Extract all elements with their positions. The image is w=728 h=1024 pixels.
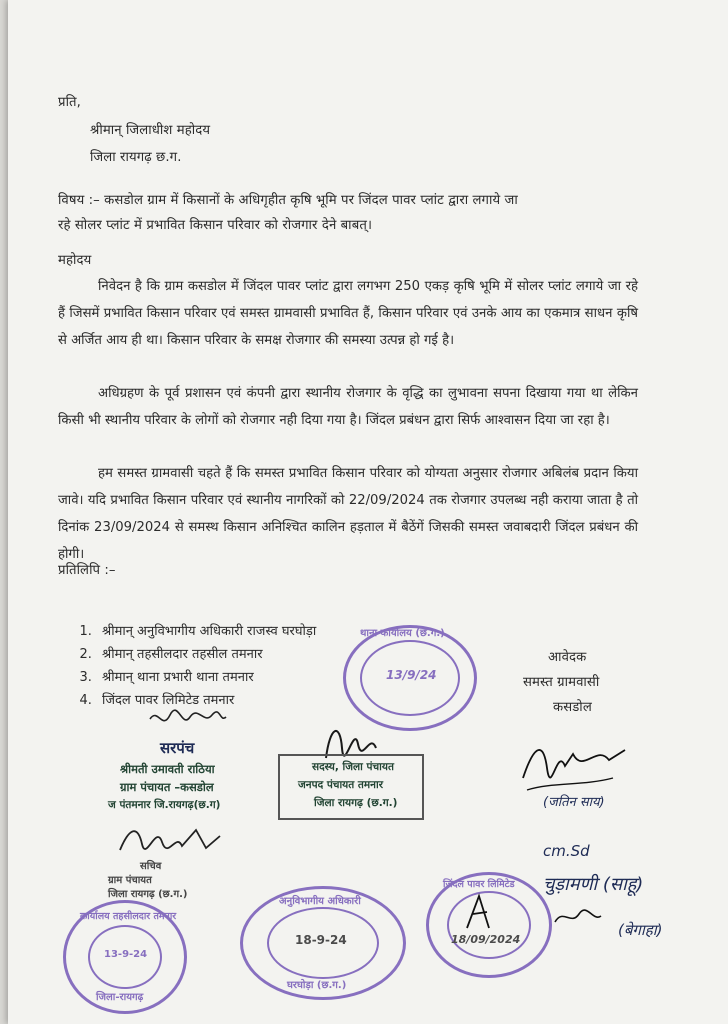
- tehsildar-stamp: [63, 900, 187, 1014]
- member-seal-box: [278, 754, 424, 820]
- sarpanch-name: श्रीमती उमावती राठिया: [120, 762, 215, 776]
- witness-signature-icon: [513, 738, 633, 798]
- copy-list: [76, 620, 316, 712]
- witness-3-name: (बेगाहा): [618, 921, 663, 939]
- sdm-stamp-date: 18-9-24: [295, 933, 347, 947]
- witness-2-top: cm.Sd: [543, 842, 590, 860]
- police-stamp-date: 13/9/24: [386, 668, 437, 682]
- sarpanch-address: ज पंतमनार जि.रायगढ़(छ.ग): [108, 799, 221, 811]
- applicant-name: समस्त ग्रामवासी: [523, 675, 600, 690]
- witness-2-name: चुड़ामणी (साहू): [543, 874, 644, 895]
- jindal-stamp-date: 18/09/2024: [451, 933, 521, 946]
- secretary-line-1: सचिव: [140, 861, 162, 872]
- paragraph-1: निवेदन है कि ग्राम कसडोल में जिंदल पावर प्लांट द्वारा लगभग 250 एकड़ कृषि भूमि में सोलर प्लांट लगाये जा रहे हैं जिसमें प्रभावित किसान परिवार एवं समस्त ग्रामवासी प्रभावित हैं, किसान परिवार एवं उनके आय का एकमात्र साधन कृषि से अर्जित आय ही था। किसान परिवार के समक्ष रोजगार की समस्या उत्पन्न हो गई है।: [58, 279, 638, 348]
- tehsildar-stamp-bottom: जिला-रायगढ़: [96, 992, 144, 1003]
- member-seal-line-2: जनपद पंचायत तमनार: [298, 779, 384, 791]
- police-stamp-ring-text: थाना कार्यालय (छ.ग.): [360, 628, 445, 639]
- secretary-signature-icon: [116, 822, 226, 862]
- addressee: श्रीमान् जिलाधीश महोदय: [90, 123, 211, 138]
- subject-line-1: विषय :– कसडोल ग्राम में किसानों के अधिगृहीत कृषि भूमि पर जिंदल पावर प्लांट द्वारा लगाये जा: [58, 193, 518, 208]
- sarpanch-title: सरपंच: [160, 739, 195, 757]
- jindal-signature-icon: [463, 888, 603, 938]
- tehsildar-stamp-date: 13-9-24: [104, 949, 148, 960]
- subject-line-2: रहे सोलर प्लांट में प्रभावित किसान परिवार को रोजगार देने बाबत्।: [58, 218, 373, 233]
- copy-item: 4. जिंदल पावर लिमिटेड तमनार: [96, 689, 316, 712]
- copy-item: 1. श्रीमान् अनुविभागीय अधिकारी राजस्व घरघोड़ा: [96, 620, 316, 643]
- sdm-stamp: [240, 886, 406, 1000]
- copy-heading: प्रतिलिपि :–: [58, 563, 116, 578]
- sarpanch-signature-icon: [148, 705, 228, 735]
- secretary-line-3: जिला रायगढ़ (छ.ग.): [108, 889, 188, 900]
- member-seal-line-1: सदस्य, जिला पंचायत: [312, 761, 394, 773]
- district: जिला रायगढ़ छ.ग.: [90, 150, 182, 165]
- salutation-to: प्रति,: [58, 95, 81, 110]
- paragraph-3: हम समस्त ग्रामवासी चहते हैं कि समस्त प्रभावित किसान परिवार को योग्यता अनुसार रोजगार अबिलंब प्रदान किया जावे। यदि प्रभावित किसान परिवार एवं स्थानीय नागरिकों को 22/09/2024 तक रोजगार उपलब्ध नही कराया जाता है तो दिनांक 23/09/2024 से समस्थ किसान अनिश्चित कालिन हड़ताल में बैठेंगें जिसकी समस्त जवाबदारी जिंदल प्रबंधन की होगी।: [58, 466, 638, 562]
- letter-page: [8, 0, 728, 1024]
- greeting: महोदय: [58, 253, 92, 268]
- tehsildar-stamp-ring: कार्यालय तहसीलदार तमनार: [80, 911, 177, 922]
- applicant-label: आवेदक: [548, 650, 587, 665]
- sarpanch-office: ग्राम पंचायत –कसडोल: [120, 780, 214, 794]
- police-stamp: [343, 625, 477, 731]
- copy-item: 2. श्रीमान् तहसीलदार तहसील तमनार: [96, 643, 316, 666]
- paragraph-2: अधिग्रहण के पूर्व प्रशासन एवं कंपनी द्वारा स्थानीय रोजगार के वृद्धि का लुभावना सपना दिखाया गया था लेकिन किसी भी स्थानीय परिवार के लोगों को रोजगार नही दिया गया है। जिंदल प्रबंधन द्वारा सिर्फ आश्वासन दिया जा रहा है।: [58, 386, 638, 428]
- copy-item: 3. श्रीमान् थाना प्रभारी थाना तमनार: [96, 666, 316, 689]
- witness-1-name: (जतिन साय): [543, 795, 605, 810]
- applicant-village: कसडोल: [553, 700, 592, 715]
- jindal-stamp-ring: जिंदल पावर लिमिटेड: [443, 879, 515, 890]
- sdm-stamp-bottom: घरघोड़ा (छ.ग.): [287, 980, 347, 991]
- member-seal-line-3: जिला रायगढ़ (छ.ग.): [314, 797, 398, 809]
- secretary-line-2: ग्राम पंचायत: [108, 875, 152, 886]
- sdm-stamp-ring: अनुविभागीय अधिकारी: [279, 896, 361, 907]
